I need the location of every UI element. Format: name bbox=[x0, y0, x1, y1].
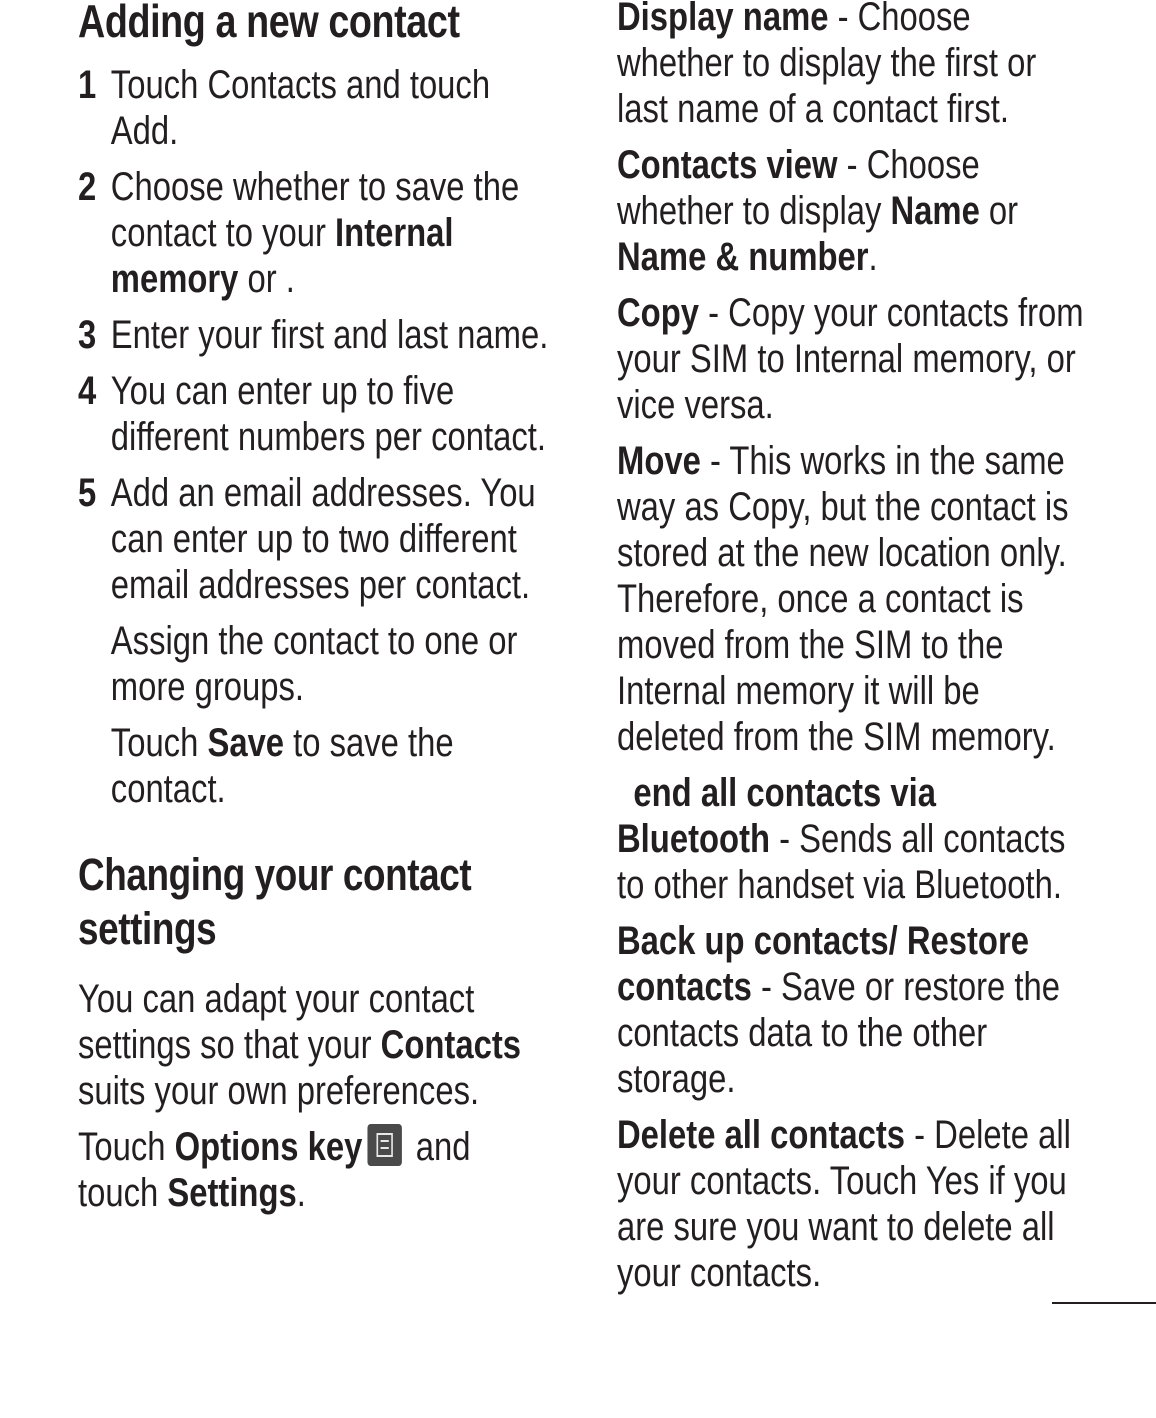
step-number: 1 bbox=[78, 63, 97, 107]
step-number: 3 bbox=[78, 313, 97, 357]
right-column bbox=[617, 0, 1087, 1296]
setting-desc: - Save or restore the contacts data to the other storage. bbox=[617, 965, 1060, 1101]
setting-desc-or: or bbox=[979, 189, 1019, 233]
footer-divider bbox=[1052, 1302, 1156, 1304]
step-item bbox=[78, 470, 553, 608]
touch-post: . bbox=[296, 1171, 306, 1215]
right-column-content bbox=[617, 0, 1087, 1296]
step-number: 2 bbox=[78, 165, 97, 209]
setting-desc: - Delete all your contacts. Touch Yes if you are sure you want to delete all your contacts. bbox=[617, 1113, 1071, 1295]
setting-term: Move bbox=[617, 439, 701, 483]
steps-list bbox=[78, 62, 553, 608]
save-instruction bbox=[78, 720, 553, 812]
contacts-label: Contacts bbox=[380, 1023, 521, 1067]
intro-pre: You can adapt your contact settings so that your bbox=[78, 977, 475, 1067]
step-text: Add an email addresses. You can enter up to two different email addresses per contact. bbox=[110, 471, 536, 607]
step-text: You can enter up to five different numbers per contact. bbox=[110, 369, 546, 459]
touch-pre: Touch bbox=[78, 1125, 175, 1169]
settings-label: Settings bbox=[167, 1171, 297, 1215]
touch-mid: and touch bbox=[78, 1125, 471, 1215]
settings-intro bbox=[78, 976, 553, 1114]
option-name: Name bbox=[890, 189, 980, 233]
page-title: Adding a new contact bbox=[78, 0, 460, 47]
options-key-label: Options key bbox=[174, 1125, 363, 1169]
setting-backup-restore bbox=[617, 918, 1087, 1102]
save-post: to save the contact. bbox=[110, 721, 454, 811]
setting-desc: - This works in the same way as Copy, but the contact is stored at the new location only. Therefore, once a contact is moved from the SIM to the Internal memory it will be deleted from the SIM memory. bbox=[617, 439, 1069, 759]
left-column-content bbox=[78, 0, 553, 1216]
step-text: Choose whether to save the contact to your bbox=[110, 165, 520, 255]
step-number: 4 bbox=[78, 369, 97, 413]
left-column bbox=[78, 0, 553, 1216]
step-item bbox=[78, 62, 553, 154]
save-label: Save bbox=[207, 721, 285, 765]
step-text: Enter your first and last name. bbox=[110, 313, 549, 357]
assign-groups-text: Assign the contact to one or more groups. bbox=[110, 619, 518, 709]
options-instruction bbox=[78, 1124, 553, 1216]
setting-term: Display name bbox=[617, 0, 829, 39]
step-text-end: or . bbox=[238, 257, 295, 301]
step-item bbox=[78, 164, 553, 302]
setting-term: Contacts view bbox=[617, 143, 838, 187]
setting-contacts-view bbox=[617, 142, 1087, 280]
setting-desc-end: . bbox=[868, 235, 878, 279]
section-title: Changing your contact settings bbox=[78, 849, 472, 954]
setting-desc: - Copy your contacts from your SIM to Internal memory, or vice versa. bbox=[617, 291, 1084, 427]
setting-move bbox=[617, 438, 1087, 760]
option-name-number: Name & number bbox=[617, 235, 869, 279]
setting-desc: - Sends all contacts to other handset via Bluetooth. bbox=[617, 817, 1066, 907]
intro-post: suits your own preferences. bbox=[78, 1069, 480, 1113]
setting-term: Copy bbox=[617, 291, 699, 335]
setting-term: end all contacts via Bluetooth bbox=[617, 771, 937, 861]
setting-delete-all bbox=[617, 1112, 1087, 1296]
step-emphasis: Internal memory bbox=[110, 211, 454, 301]
step-number: 5 bbox=[78, 471, 97, 515]
step-item bbox=[78, 312, 553, 358]
menu-list-icon bbox=[367, 1124, 401, 1166]
step-text: Touch Contacts and touch Add. bbox=[110, 63, 491, 153]
save-pre: Touch bbox=[110, 721, 208, 765]
setting-desc: - Choose whether to display bbox=[617, 143, 980, 233]
setting-display-name bbox=[617, 0, 1087, 132]
setting-term: Delete all contacts bbox=[617, 1113, 906, 1157]
setting-desc: - Choose whether to display the first or last name of a contact first. bbox=[617, 0, 1037, 131]
step-item bbox=[78, 368, 553, 460]
setting-copy bbox=[617, 290, 1087, 428]
setting-send-bluetooth bbox=[617, 770, 1087, 908]
setting-term: Back up contacts/ Restore contacts bbox=[617, 919, 1029, 1009]
